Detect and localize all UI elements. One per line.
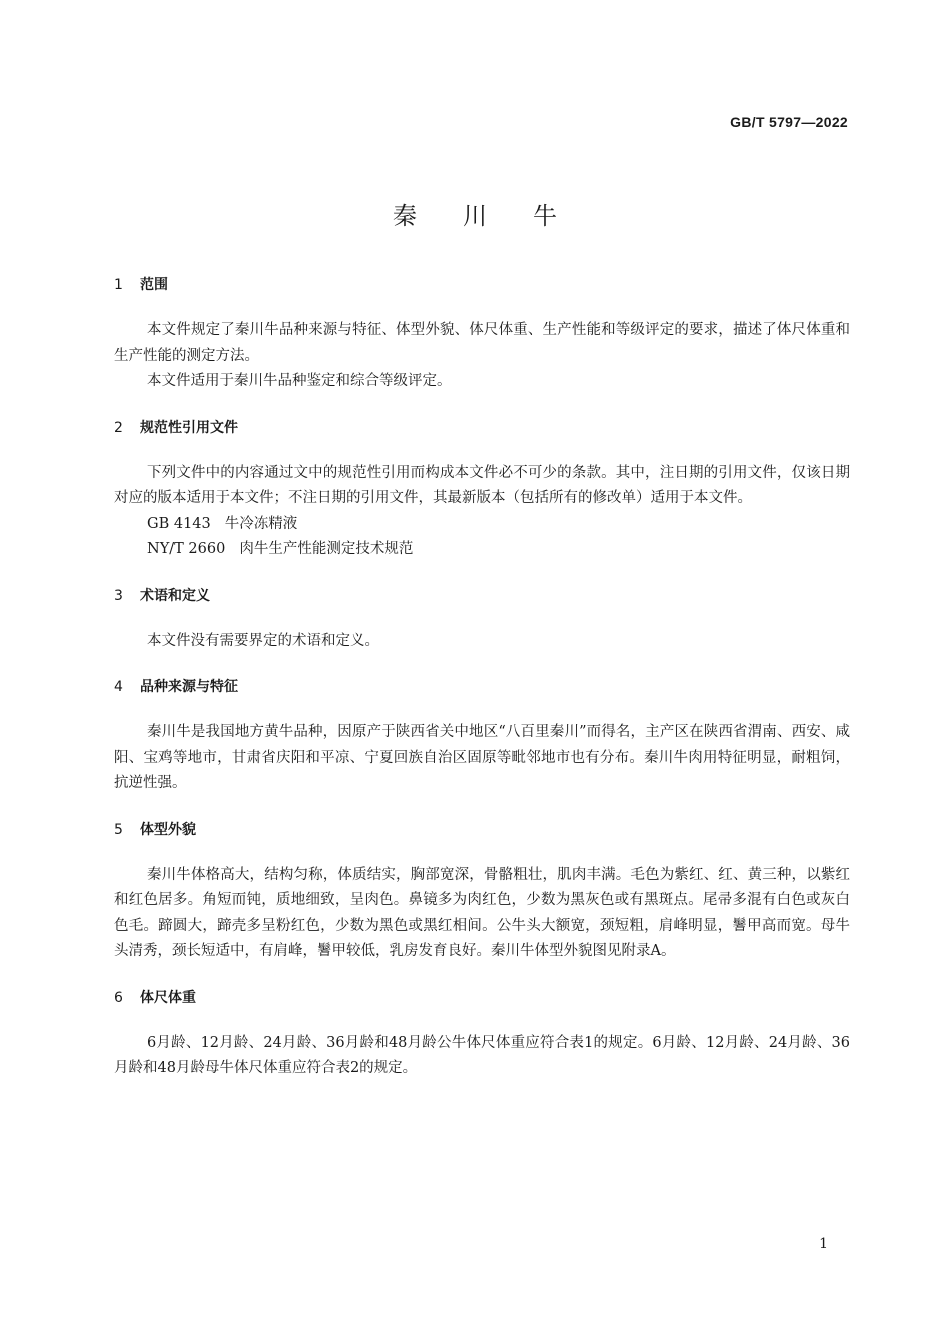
paragraph: 本文件规定了秦川牛品种来源与特征、体型外貌、体尺体重、生产性能和等级评定的要求，描述了体尺体重和生产性能的测定方法。 — [114, 322, 850, 364]
section-title: 规范性引用文件 — [140, 419, 238, 436]
reference-item — [114, 537, 850, 563]
document-title: 秦川牛 — [393, 202, 603, 230]
paragraph: 本文件适用于秦川牛品种鉴定和综合等级评定。 — [147, 373, 452, 389]
reference-name: 牛冷冻精液 — [224, 515, 298, 532]
section-number: 2 — [114, 419, 123, 436]
section-title: 范围 — [140, 277, 168, 293]
paragraph: 本文件没有需要界定的术语和定义。 — [147, 632, 379, 649]
standard-number: GB/T 5797—2022 — [730, 114, 848, 130]
reference-item — [114, 512, 850, 538]
section-number: 5 — [114, 821, 123, 838]
section-heading-scope — [114, 273, 850, 297]
section-heading-normative-references — [114, 416, 850, 440]
section-title: 术语和定义 — [140, 587, 210, 604]
section-number: 1 — [114, 277, 123, 293]
section-number: 6 — [114, 989, 123, 1006]
page-number: 1 — [819, 1236, 828, 1252]
section-number: 3 — [114, 587, 123, 604]
section-heading-breed-origin — [114, 675, 850, 699]
section-heading-appearance — [114, 818, 850, 842]
section-number: 4 — [114, 679, 123, 695]
reference-code: GB 4143 — [147, 515, 211, 532]
reference-code: NY/T 2660 — [147, 541, 226, 557]
paragraph: 秦川牛体格高大，结构匀称，体质结实，胸部宽深，骨骼粗壮，肌肉丰满。毛色为紫红、红、黄三种，以紫红和红色居多。角短而钝，质地细致，呈肉色。鼻镜多为肉红色，少数为黑灰色或有黑斑点。尾帚多混有白色或灰白色毛。蹄圆大，蹄壳多呈粉红色，少数为黑色或黑红相间。公牛头大额宽，颈短粗，肩峰明显，鬐甲高而宽。母牛头清秀，颈长短适中，有肩峰，鬐甲较低，乳房发育良好。秦川牛体型外貌图见附录A。 — [114, 866, 850, 959]
paragraph: 秦川牛是我国地方黄牛品种，因原产于陕西省关中地区“八百里秦川”而得名，主产区在陕西省渭南、西安、咸阳、宝鸡等地市，甘肃省庆阳和平凉、宁夏回族自治区固原等毗邻地市也有分布。秦川牛肉用特征明显，耐粗饲，抗逆性强。 — [114, 724, 850, 791]
paragraph: 6月龄、12月龄、24月龄、36月龄和48月龄公牛体尺体重应符合表1的规定。6月龄、12月龄、24月龄、36月龄和48月龄母牛体尺体重应符合表2的规定。 — [114, 1034, 850, 1076]
section-title: 体型外貌 — [140, 821, 196, 838]
paragraph: 下列文件中的内容通过文中的规范性引用而构成本文件必不可少的条款。其中，注日期的引用文件，仅该日期对应的版本适用于本文件；不注日期的引用文件，其最新版本（包括所有的修改单）适用于本文件。 — [114, 464, 850, 506]
section-heading-terms-definitions — [114, 584, 850, 608]
section-heading-body-measurements — [114, 986, 850, 1010]
reference-name: 肉牛生产性能测定技术规范 — [239, 541, 414, 557]
section-title: 品种来源与特征 — [140, 679, 238, 695]
section-title: 体尺体重 — [140, 989, 196, 1006]
document-body — [114, 273, 850, 1082]
